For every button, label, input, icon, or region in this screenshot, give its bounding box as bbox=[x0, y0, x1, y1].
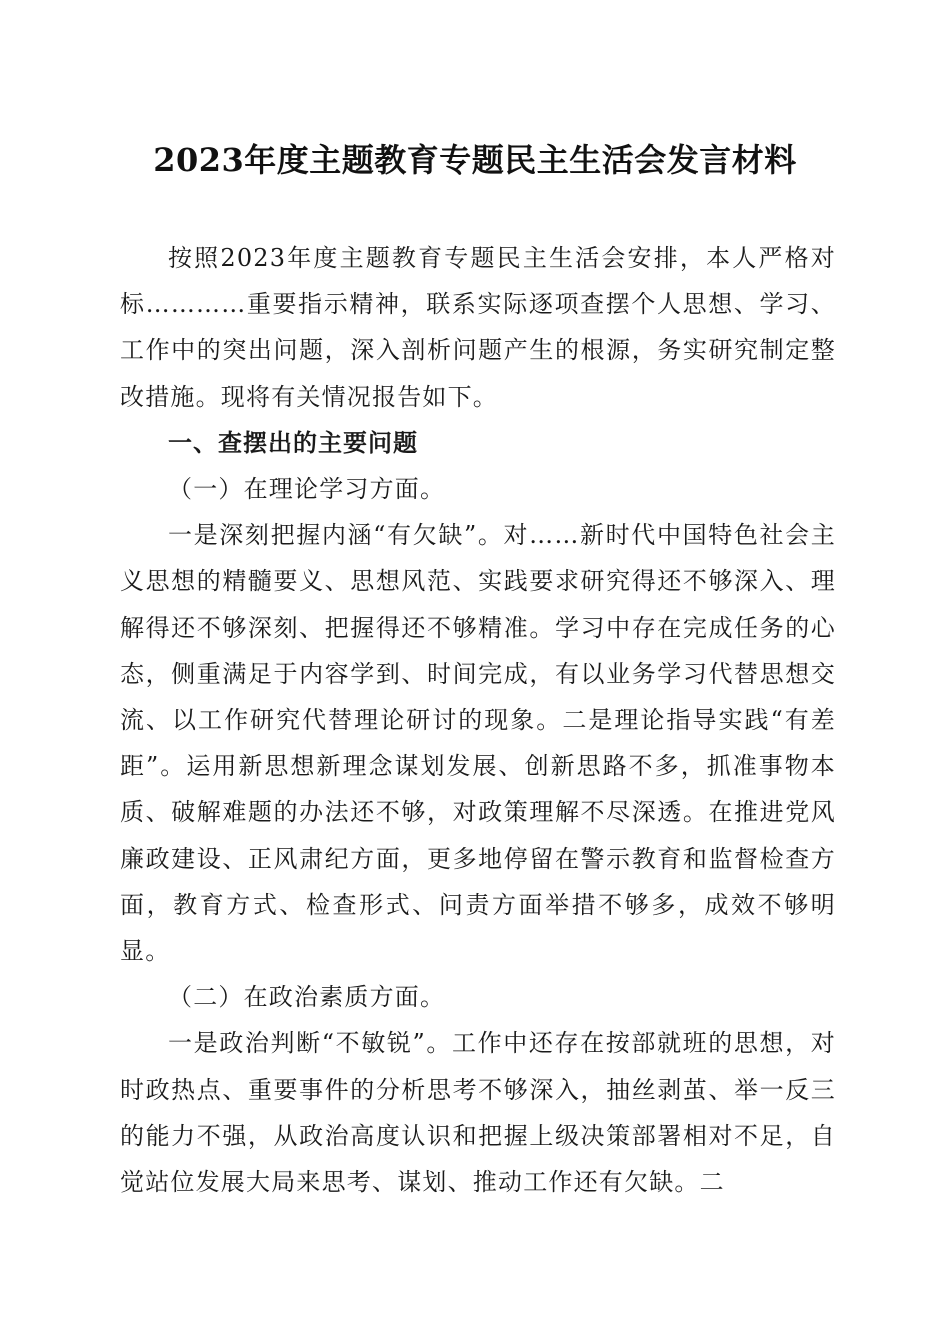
paragraph-politics-lead: 一是政治判断“不敏锐”。 bbox=[168, 1029, 453, 1058]
paragraph-theory-lead: 一是深刻把握内涵“有欠缺”。 bbox=[168, 521, 504, 550]
paragraph-politics bbox=[120, 1020, 836, 1205]
section-heading: 一、查摆出的主要问题 bbox=[168, 428, 418, 457]
paragraph-theory bbox=[120, 512, 836, 974]
document-title: 2023年度主题教育专题民主生活会发言材料 bbox=[153, 141, 797, 179]
document-body bbox=[120, 235, 836, 1205]
subsection-heading-politics: （二）在政治素质方面。 bbox=[168, 983, 446, 1012]
paragraph-politics-text: 工作中还存在按部就班的思想，对时政热点、重要事件的分析思考不够深入，抽丝剥茧、举一反三的能力不强，从政治高度认识和把握上级决策部署相对不足，自觉站位发展大局来思考、谋划、推动工作还有欠缺。二 bbox=[120, 1029, 836, 1197]
intro-paragraph: 按照2023年度主题教育专题民主生活会安排，本人严格对标…………重要指示精神，联系实际逐项查摆个人思想、学习、工作中的突出问题，深入剖析问题产生的根源，务实研究制定整改措施。现将有关情况报告如下。 bbox=[120, 244, 836, 411]
subsection-heading-theory: （一）在理论学习方面。 bbox=[168, 475, 446, 504]
paragraph-theory-text: 对……新时代中国特色社会主义思想的精髓要义、思想风范、实践要求研究得还不够深入、理解得还不够深刻、把握得还不够精准。学习中存在完成任务的心态，侧重满足于内容学到、时间完成，有以业务学习代替思想交流、以工作研究代替理论研讨的现象。二是理论指导实践“有差距”。运用新思想新理念谋划发展、创新思路不多，抓准事物本质、破解难题的办法还不够，对政策理解不尽深透。在推进党风廉政建设、正风肃纪方面，更多地停留在警示教育和监督检查方面，教育方式、检查形式、问责方面举措不够多，成效不够明显。 bbox=[120, 521, 836, 966]
